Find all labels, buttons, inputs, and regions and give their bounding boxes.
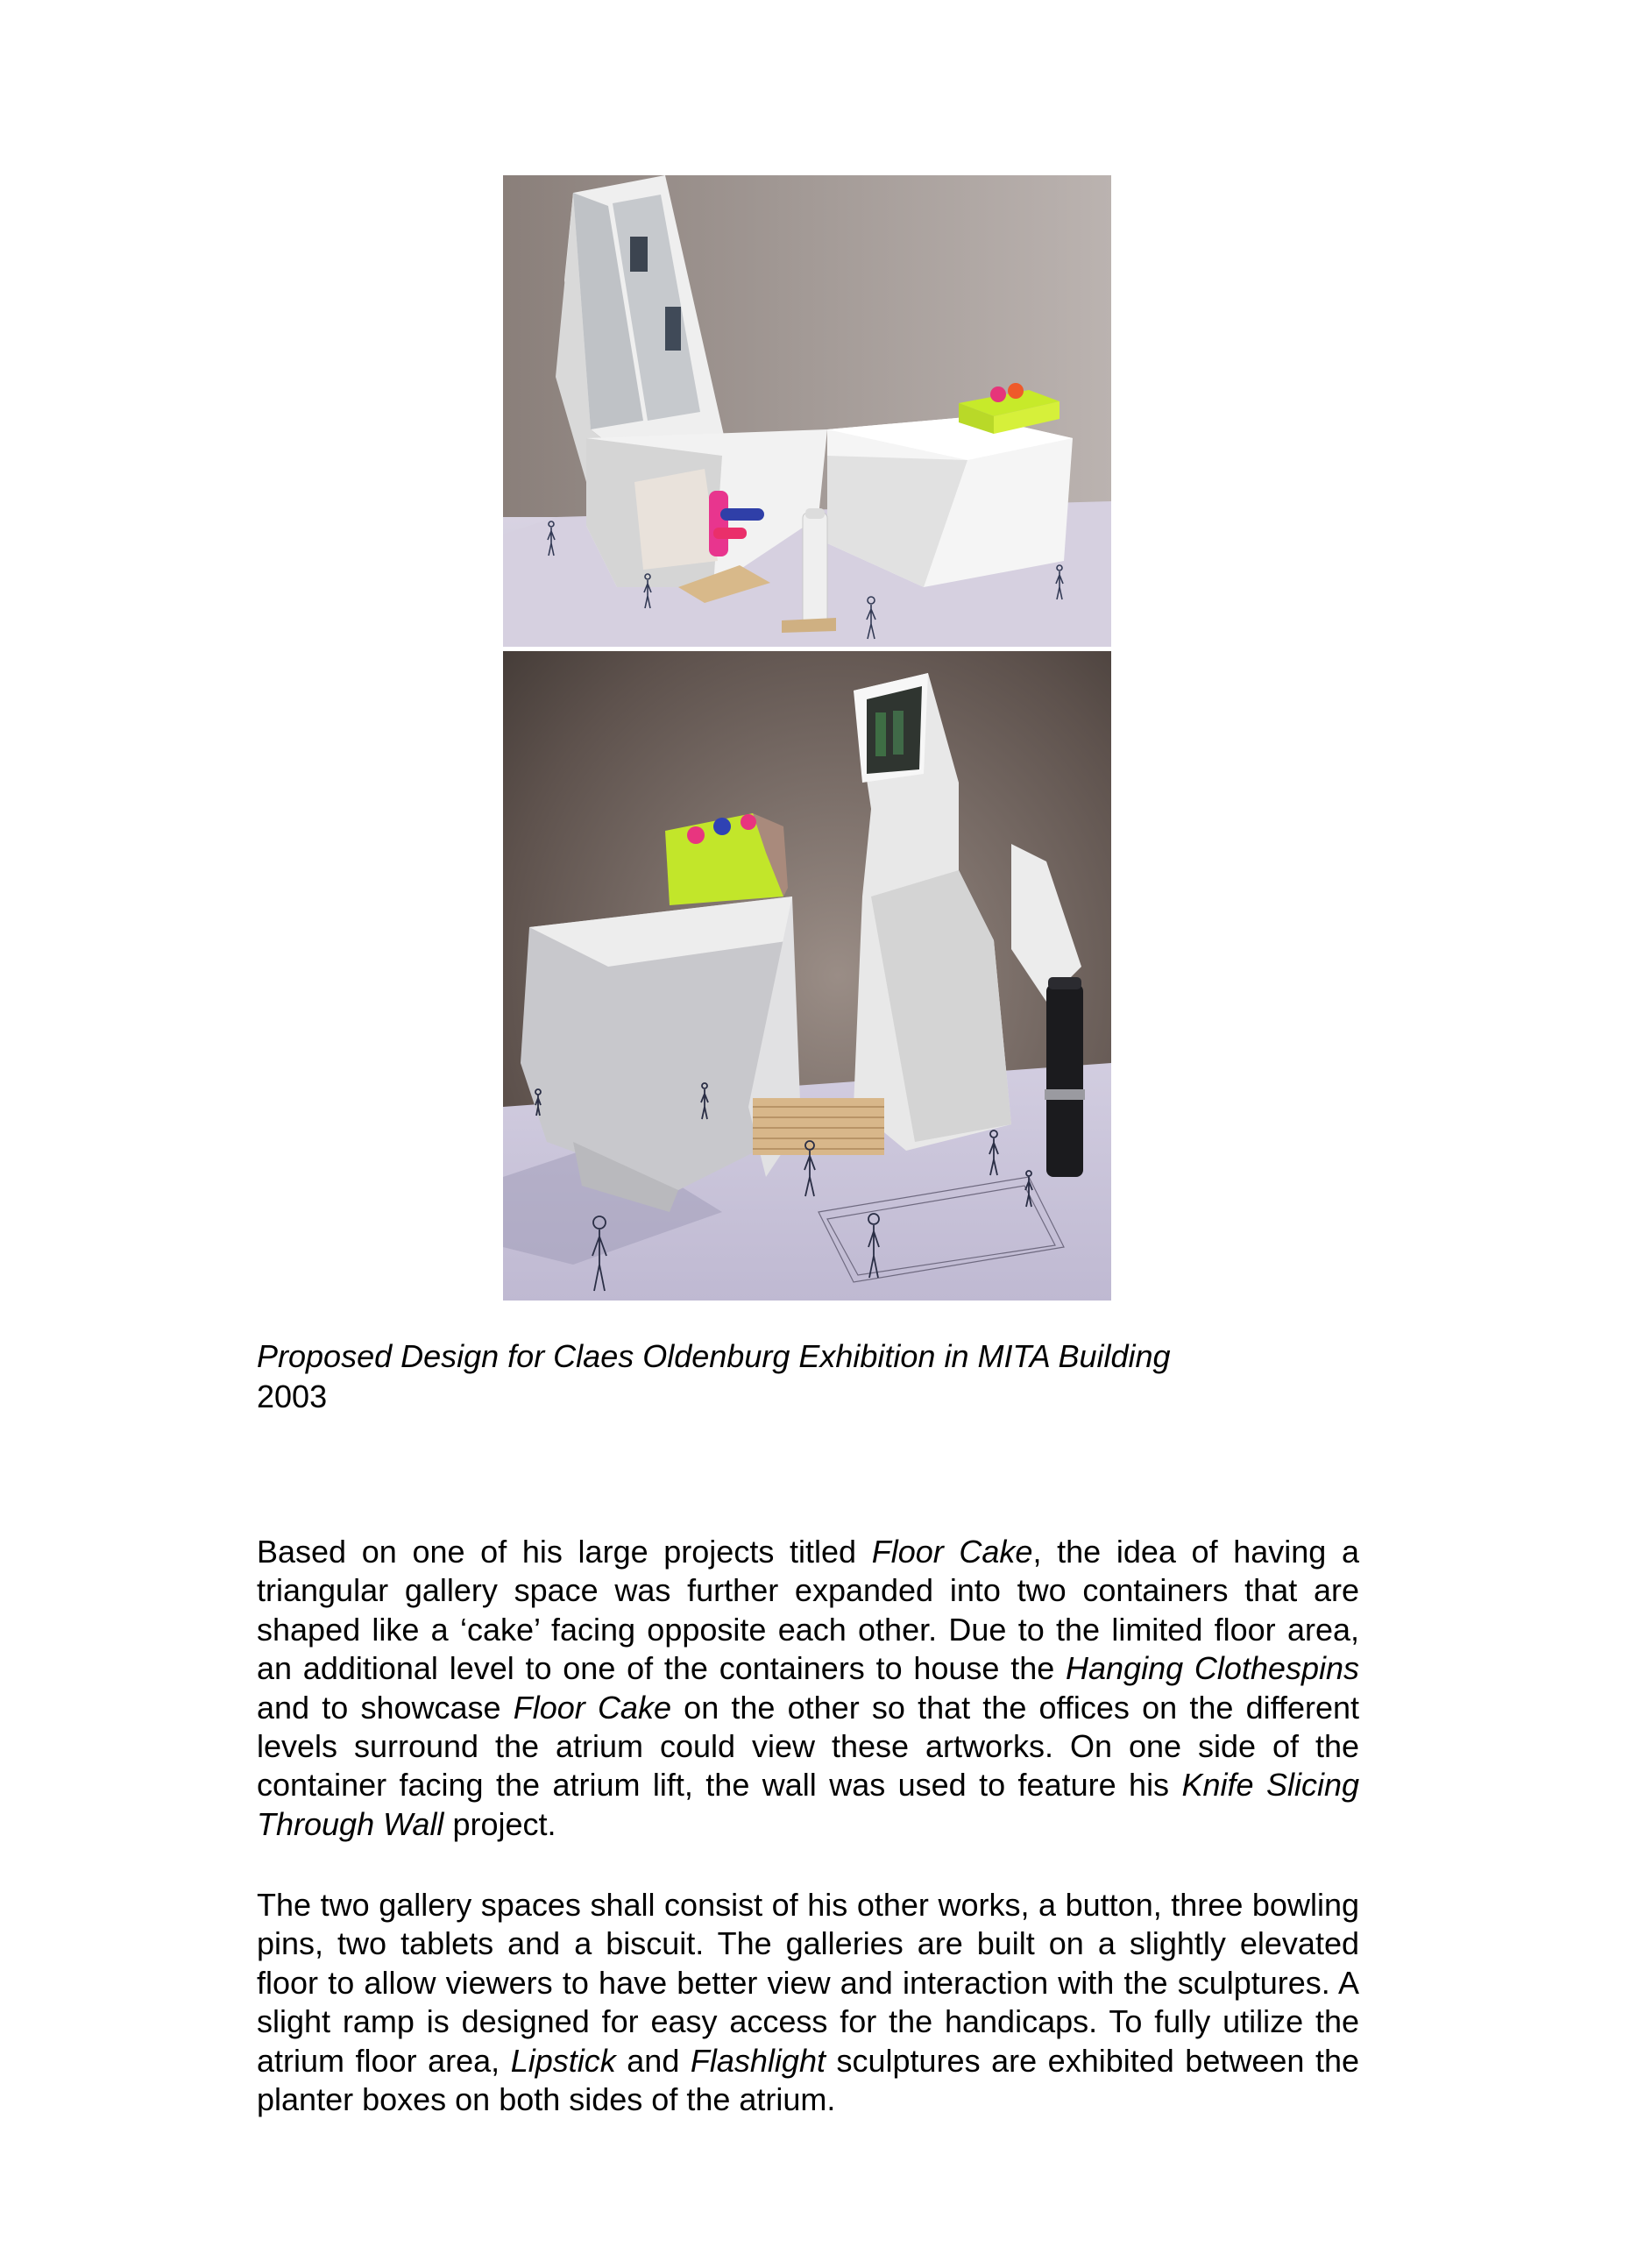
figure-caption: [257, 1336, 1396, 1417]
caption-title: Proposed Design for Claes Oldenburg Exhibition in MITA Building: [257, 1338, 1171, 1374]
paragraph-1-text-2: , the idea of having a triangular gallery space was further expanded into two containers that are shaped like a ‘cake’ facing opposite each other. Due to the limited floor area, an additional level to one of the containers to house the: [257, 1534, 1360, 1687]
paragraph-1-text-4: on the other so that the offices on the different levels surround the atrium could view these artworks. On one side of the container facing the atrium lift, the wall was used to feature his: [257, 1689, 1360, 1804]
model-photo-bottom-illustration: [503, 651, 1111, 1301]
paragraph-1-text-3: and to showcase: [257, 1689, 514, 1726]
paragraph-1-text-1: Based on one of his large projects titled: [257, 1534, 872, 1570]
paragraph-1-text-5: project.: [443, 1805, 556, 1842]
body-paragraph-2: [257, 1886, 1359, 2119]
body-paragraph-1: [257, 1533, 1359, 1844]
paragraph-1-italic-2: Hanging Clothespins: [1066, 1650, 1359, 1687]
paragraph-2-italic-1: Lipstick: [510, 2042, 616, 2079]
paragraph-2-text-3: sculptures are exhibited between the planter boxes on both sides of the atrium.: [257, 2042, 1359, 2118]
caption-year: 2003: [257, 1379, 328, 1414]
paragraph-2-text-2: and: [615, 2042, 691, 2079]
paragraph-1-italic-3: Floor Cake: [513, 1689, 671, 1726]
paragraph-1-italic-4: Knife Slicing Through Wall: [257, 1767, 1360, 1842]
paragraph-2-text-1: The two gallery spaces shall consist of his other works, a button, three bowling pins, two tablets and a biscuit. The galleries are built on a slightly elevated floor to allow viewers to have better view and interaction with the sculptures. A slight ramp is designed for easy access for the handicaps. To fully utilize the atrium floor area,: [257, 1887, 1359, 2079]
model-photo-top-illustration: [503, 175, 1111, 647]
paragraph-2-italic-2: Flashlight: [690, 2042, 826, 2079]
paragraph-1-italic-1: Floor Cake: [871, 1534, 1033, 1570]
model-photo-bottom: [503, 651, 1111, 1301]
model-photo-top: [503, 175, 1111, 647]
